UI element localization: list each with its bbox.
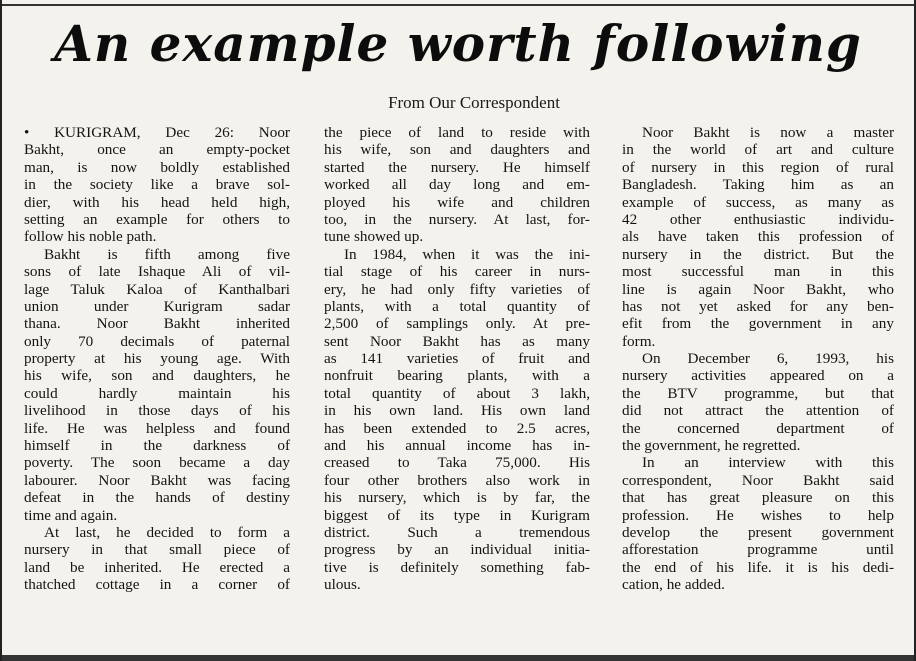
text-line: 42 other enthusiastic individu- (622, 210, 894, 228)
text-line: himself in the darkness of (24, 437, 290, 455)
text-line: his nursery, which is by far, the (324, 489, 590, 507)
text-line: property at his young age. With (24, 350, 290, 368)
text-line: most successful man in this (622, 263, 894, 281)
text-line: In 1984, when it was the ini- (344, 245, 590, 263)
text-line: the government, he regretted. (622, 437, 801, 455)
text-line: labourer. Noor Bakht was facing (24, 471, 290, 489)
text-line: defeat in the hands of destiny (24, 489, 290, 507)
text-line: profession. He wishes to help (622, 506, 894, 524)
text-line: Bakht is fifth among five (44, 245, 290, 263)
text-line: develop the present government (622, 523, 894, 541)
text-line: Bakht, once an empty-pocket (24, 141, 290, 159)
text-line: tune showed up. (324, 228, 424, 246)
text-line: ulous. (324, 576, 361, 594)
text-line: in the world of art and culture (622, 141, 894, 159)
text-line: correspondent, Noor Bakht said (622, 471, 894, 489)
text-line: At last, he decided to form a (44, 523, 290, 541)
text-line: On December 6, 1993, his (642, 350, 894, 368)
text-line: man, is now boldly established (24, 158, 290, 176)
headline: An example worth following (54, 14, 862, 73)
text-line: has not yet asked for any ben- (622, 297, 894, 315)
text-line: nonfruit bearing plants, with a (324, 367, 590, 385)
text-line: Noor Bakht is now a master (642, 124, 894, 141)
text-line: 2,500 of samplings only. At pre- (324, 315, 590, 333)
text-line: the piece of land to reside with (324, 124, 590, 141)
text-line: nursery activities appeared on a (622, 367, 894, 385)
text-line: als have taken this profession of (622, 228, 894, 246)
text-line: started the nursery. He himself (324, 158, 590, 176)
text-line: line is again Noor Bakht, who (622, 280, 894, 298)
text-line: has been extended to 2.5 acres, (324, 419, 590, 437)
text-line: as 141 varieties of fruit and (324, 350, 590, 368)
text-line: in the society like a brave sol- (24, 176, 290, 194)
byline: From Our Correspondent (388, 93, 560, 112)
text-line: time and again. (24, 506, 118, 524)
text-line: the BTV programme, but that (622, 384, 894, 402)
text-line: did not attract the attention of (622, 402, 894, 420)
text-line: livelihood in those days of his (24, 402, 290, 420)
text-line: four other brothers also work in (324, 471, 590, 489)
text-line: • KURIGRAM, Dec 26: Noor (24, 124, 290, 141)
text-line: ery, he had only fifty varieties of (324, 280, 590, 298)
text-line: the end of his life. it is his dedi- (622, 558, 894, 576)
text-line: land be inherited. He erected a (24, 558, 290, 576)
top-rule (2, 4, 914, 6)
text-line: cation, he added. (622, 576, 725, 594)
article-column-3 (622, 124, 894, 594)
text-line: the concerned department of (622, 419, 894, 437)
text-line: too, in the nursery. At last, for- (324, 210, 590, 228)
text-line: plants, with a total quantity of (324, 297, 590, 315)
text-line: tial stage of his career in nurs- (324, 263, 590, 281)
text-line: thana. Noor Bakht inherited (24, 315, 290, 333)
text-line: nursery in that small piece of (24, 541, 290, 559)
text-line: Bangladesh. Taking him as an (622, 176, 894, 194)
text-line: his wife, son and daughters, he (24, 367, 290, 385)
text-line: progress by an individual initia- (324, 541, 590, 559)
text-line: form. (622, 332, 656, 350)
text-line: setting an example for others to (24, 210, 290, 228)
text-line: worked all day long and em- (324, 176, 590, 194)
text-line: and his annual income has in- (324, 437, 590, 455)
text-line: only 70 decimals of paternal (24, 332, 290, 350)
text-line: In an interview with this (642, 454, 894, 472)
text-line: lage Taluk Kaloa of Kanthalbari (24, 280, 290, 298)
text-line: afforestation programme until (622, 541, 894, 559)
text-line: thatched cottage in a corner of (24, 576, 290, 594)
text-line: his wife, son and daughters and (324, 141, 590, 159)
text-line: biggest of its type in Kurigram (324, 506, 590, 524)
article-column-2 (324, 124, 590, 594)
text-line: efit from the government in any (622, 315, 894, 333)
text-line: life. He was helpless and found (24, 419, 290, 437)
text-line: tive is definitely something fab- (324, 558, 590, 576)
text-line: union under Kurigram sadar (24, 297, 290, 315)
text-line: ployed his wife and children (324, 193, 590, 211)
text-line: example of success, as many as (622, 193, 894, 211)
text-line: of nursery in this region of rural (622, 158, 894, 176)
text-line: total quantity of about 3 lakh, (324, 384, 590, 402)
text-line: follow his noble path. (24, 228, 157, 246)
bottom-rule (2, 655, 914, 661)
text-line: could hardly maintain his (24, 384, 290, 402)
text-line: dier, with his head held high, (24, 193, 290, 211)
text-line: in his own land. His own land (324, 402, 590, 420)
text-line: that has great pleasure on this (622, 489, 894, 507)
article-column-1 (24, 124, 290, 594)
text-line: creased to Taka 75,000. His (324, 454, 590, 472)
text-line: nursery in the district. But the (622, 245, 894, 263)
text-line: sent Noor Bakht has as many (324, 332, 590, 350)
text-line: sons of late Ishaque Ali of vil- (24, 263, 290, 281)
text-line: district. Such a tremendous (324, 523, 590, 541)
text-line: poverty. The soon became a day (24, 454, 290, 472)
